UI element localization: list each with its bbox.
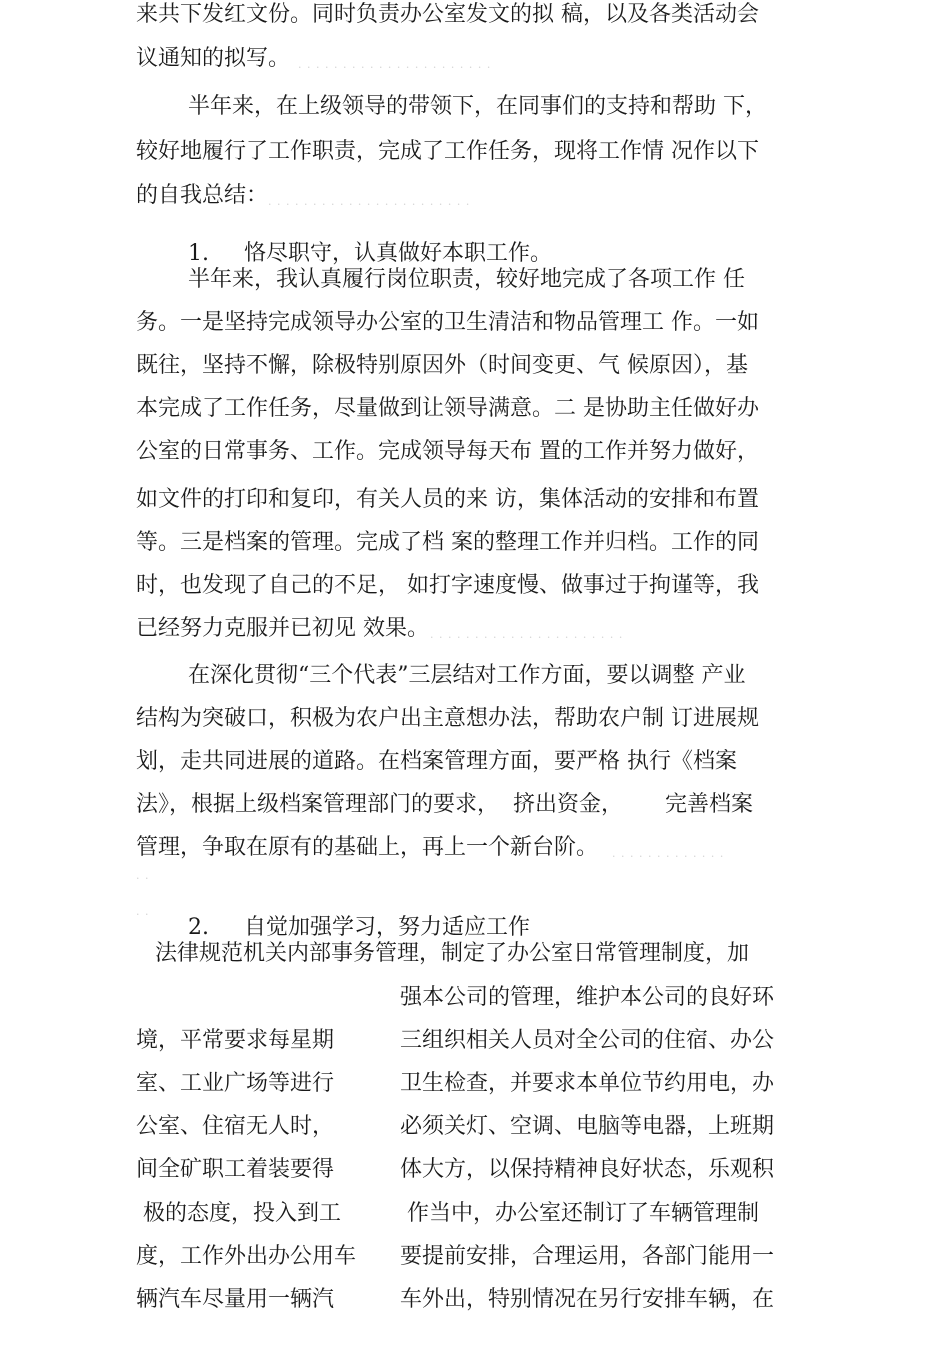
text-line: 来共下发红文份。同时负责办公室发文的拟 稿，以及各类活动会 <box>136 2 759 27</box>
left-column-line: 公室、住宿无人时， <box>136 1114 335 1139</box>
text-line: 划，走共同进展的道路。在档案管理方面，要严格 执行《档案 <box>136 749 737 774</box>
text-line: 等。三是档案的管理。完成了档 案的整理工作并归档。工作的同 <box>136 530 759 555</box>
text-line: 法》，根据上级档案管理部门的要求， 挤出资金， 完善档案 <box>136 792 753 817</box>
right-column-line: 三组织相关人员对全公司的住宿、办公 <box>400 1028 775 1053</box>
right-column-line: 体大方，以保持精神良好状态，乐观积 <box>400 1157 775 1182</box>
faint-bleed-mark: · · <box>136 872 150 885</box>
left-column-line: 境，平常要求每星期 <box>136 1028 335 1053</box>
faint-bleed-mark: · · <box>136 908 150 921</box>
right-column-line: 车外出，特别情况在另行安排车辆，在 <box>400 1287 775 1312</box>
faint-bleed-mark: · · · · · · · · · · · · · · · · · · · · · · <box>298 61 492 74</box>
text-line: 结构为突破口，积极为农户出主意想办法，帮助农户制 订进展规 <box>136 706 759 731</box>
text-line: 的自我总结： <box>136 183 269 208</box>
section-number: 1. <box>188 241 209 266</box>
text-line: 在深化贯彻“三个代表”三层结对工作方面，要以调整 产业 <box>188 663 746 688</box>
text-line: 较好地履行了工作职责，完成了工作任务，现将工作情 况作以下 <box>136 139 759 164</box>
text-line: 议通知的拟写。 <box>136 46 291 71</box>
right-column-line: 必须关灯、空调、电脑等电器，上班期 <box>400 1114 775 1139</box>
text-line: 本完成了工作任务，尽量做到让领导满意。二 是协助主任做好办 <box>136 396 759 421</box>
section-heading: 自觉加强学习，努力适应工作 <box>244 915 531 940</box>
section-number: 2. <box>188 915 209 940</box>
section-heading: 恪尽职守，认真做好本职工作。 <box>244 241 553 266</box>
faint-bleed-mark: · · · · · · · · · · · · · <box>612 850 725 863</box>
right-column-line: 作当中，办公室还制订了车辆管理制 <box>400 1201 759 1226</box>
left-column-line: 辆汽车尽量用一辆汽 <box>136 1287 335 1312</box>
right-column-line: 强本公司的管理，维护本公司的良好环 <box>400 985 775 1010</box>
text-line: 法律规范机关内部事务管理，制定了办公室日常管理制度，加 <box>155 941 750 966</box>
text-line: 如文件的打印和复印，有关人员的来 访，集体活动的安排和布置 <box>136 487 759 512</box>
right-column-line: 卫生检查，并要求本单位节约用电，办 <box>400 1071 775 1096</box>
text-line: 既往，坚持不懈，除极特别原因外（时间变更、气 候原因），基 <box>136 353 748 378</box>
text-line: 务。一是坚持完成领导办公室的卫生清洁和物品管理工 作。一如 <box>136 310 759 335</box>
faint-bleed-mark: · · · · · · · · · · · · · · · · · · · · · · <box>430 631 624 644</box>
left-column-line: 极的态度，投入到工 <box>136 1201 341 1226</box>
left-column-line: 间全矿职工着装要得 <box>136 1157 335 1182</box>
text-line: 已经努力克服并已初见 效果。 <box>136 616 429 641</box>
text-line: 时，也发现了自己的不足， 如打字速度慢、做事过于拘谨等，我 <box>136 573 759 598</box>
left-column-line: 度，工作外出办公用车 <box>136 1244 357 1269</box>
text-line: 管理，争取在原有的基础上，再上一个新台阶。 <box>136 835 599 860</box>
right-column-line: 要提前安排，合理运用，各部门能用一 <box>400 1244 775 1269</box>
text-line: 半年来，我认真履行岗位职责，较好地完成了各项工作 任 <box>188 267 745 292</box>
faint-bleed-mark: · · · · · · · · · · · · · · · · · · · · · · · <box>268 198 471 211</box>
text-line: 半年来，在上级领导的带领下，在同事们的支持和帮助 下， <box>188 94 767 119</box>
text-line: 公室的日常事务、工作。完成领导每天布 置的工作并努力做好， <box>136 439 759 464</box>
left-column-line: 室、工业广场等进行 <box>136 1071 335 1096</box>
